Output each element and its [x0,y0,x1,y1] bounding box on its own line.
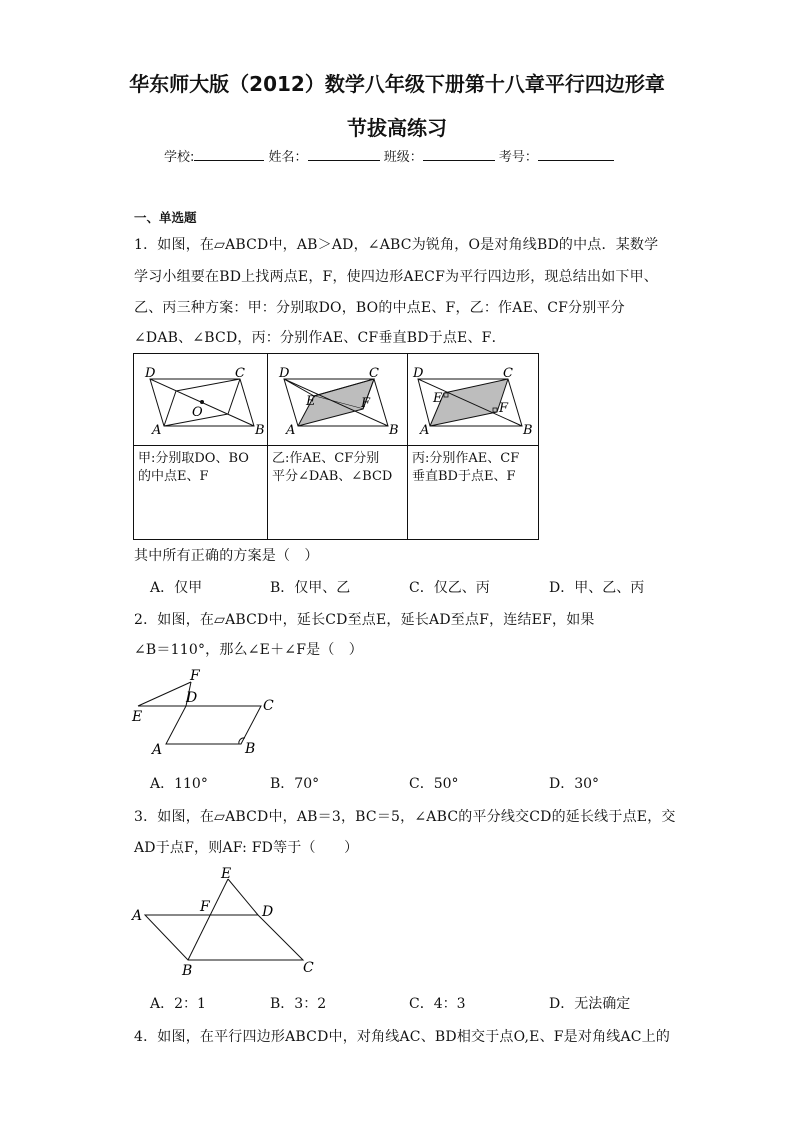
svg-text:F: F [361,396,371,411]
svg-text:D: D [145,366,156,381]
svg-text:A: A [420,423,430,438]
svg-text:C: C [263,698,274,714]
caption-yi: 乙:作AE、CF分别 平分∠DAB、∠BCD [268,446,408,540]
section-heading: 一、单选题 [134,210,197,225]
svg-text:C: C [503,366,513,381]
svg-text:B: B [182,963,193,979]
q2-line-2: ∠B＝110°，那么∠E＋∠F是（ ） [134,642,363,658]
svg-text:F: F [190,668,200,684]
svg-text:D: D [186,690,198,706]
svg-text:D: D [413,366,424,381]
q2-figure [128,664,288,764]
q3-figure [128,862,328,980]
svg-text:D: D [262,904,274,920]
q2-option-d[interactable]: D．30° [549,776,600,792]
svg-text:F: F [499,401,509,416]
svg-text:A: A [152,742,163,758]
number-label: 考号： [498,150,538,165]
q1-question: 其中所有正确的方案是（ ） [134,548,319,564]
q1-figure-table [133,353,539,540]
q3-option-b[interactable]: B．3：2 [270,996,327,1012]
figure-yi [268,354,408,446]
q2-line-1: 2．如图，在▱ABCD中，延长CD至点E，延长AD至点F，连结EF，如果 [134,612,595,628]
svg-text:E: E [306,394,316,409]
name-label: 姓名： [268,150,308,165]
svg-text:A: A [286,423,296,438]
q1-line-1: 1．如图，在▱ABCD中，AB＞AD，∠ABC为锐角，O是对角线BD的中点．某数学 [134,237,659,253]
school-label: 学校: [164,150,195,165]
q3-option-c[interactable]: C．4：3 [409,996,466,1012]
caption-jia: 甲:分别取DO、BO 的中点E、F [134,446,268,540]
svg-text:C: C [369,366,379,381]
q1-line-3: 乙、丙三种方案：甲：分别取DO，BO的中点E、F，乙：作AE、CF分别平分 [134,300,625,316]
student-info-line [164,146,614,165]
figure-bing [408,354,539,446]
q3-option-d[interactable]: D．无法确定 [549,996,631,1012]
caption-bing: 丙:分别作AE、CF 垂直BD于点E、F [408,446,539,540]
q1-line-2: 学习小组要在BD上找两点E，F，使四边形AECF为平行四边形，现总结出如下甲、 [134,269,659,285]
q1-option-a[interactable]: A．仅甲 [150,580,203,596]
q2-option-b[interactable]: B．70° [270,776,320,792]
svg-text:E: E [221,866,232,882]
q1-option-b[interactable]: B．仅甲、乙 [270,580,351,596]
q1-option-c[interactable]: C．仅乙、丙 [409,580,490,596]
q1-option-d[interactable]: D．甲、乙、丙 [549,580,645,596]
name-field[interactable] [308,148,380,161]
q3-option-a[interactable]: A．2：1 [150,996,206,1012]
q1-line-4: ∠DAB、∠BCD，丙：分别作AE、CF垂直BD于点E、F． [134,330,506,346]
svg-text:E: E [433,391,443,406]
svg-text:D: D [279,366,290,381]
svg-text:O: O [192,405,203,420]
school-field[interactable] [194,148,264,161]
svg-text:B: B [245,741,256,757]
parallelogram-jia-diagram [134,354,267,441]
svg-text:E: E [132,709,143,725]
q2-option-c[interactable]: C．50° [409,776,459,792]
title-line-1: 华东师大版（2012）数学八年级下册第十八章平行四边形章 [129,72,665,96]
number-field[interactable] [538,148,614,161]
svg-text:C: C [303,960,314,976]
figure-jia [134,354,268,446]
svg-text:A: A [132,908,143,924]
title-line-2: 节拔高练习 [347,116,447,140]
parallelogram-yi-diagram [268,354,407,441]
q4-line-1: 4．如图，在平行四边形ABCD中，对角线AC、BD相交于点O,E、F是对角线AC上的 [134,1029,671,1045]
class-field[interactable] [423,148,495,161]
svg-text:F: F [200,899,210,915]
svg-text:B: B [255,423,265,438]
svg-text:A: A [152,423,162,438]
parallelogram-bing-diagram [408,354,538,441]
q2-option-a[interactable]: A．110° [150,776,208,792]
svg-text:B: B [389,423,399,438]
q3-line-2: AD于点F，则AF: FD等于（ ） [134,840,359,856]
q3-line-1: 3．如图，在▱ABCD中，AB＝3，BC＝5，∠ABC的平分线交CD的延长线于点E，交 [134,809,676,825]
class-label: 班级： [383,150,423,165]
svg-text:C: C [235,366,245,381]
svg-text:B: B [523,423,533,438]
